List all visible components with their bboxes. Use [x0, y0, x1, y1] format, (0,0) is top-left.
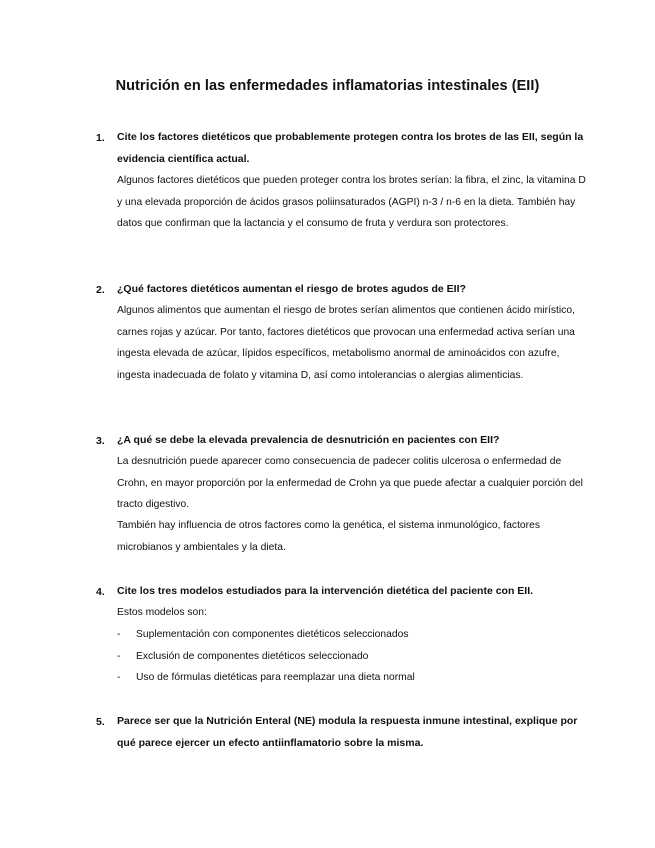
- bullet-marker: -: [117, 651, 121, 662]
- question-3-number: 3.: [96, 435, 105, 447]
- document-title: Nutrición en las enfermedades inflamatorias intestinales (EII): [115, 78, 540, 94]
- answer-3-text-continued: También hay influencia de otros factores como la genética, el sistema inmunológico, factores microbianos y ambientales y la dieta.: [117, 520, 540, 553]
- question-4-text: Cite los tres modelos estudiados para la intervención dietética del paciente con EII.: [117, 585, 534, 597]
- question-1-number: 1.: [96, 132, 105, 144]
- bullet-marker: -: [117, 672, 121, 683]
- bullet-marker: -: [117, 629, 121, 640]
- answer-2-text: Algunos alimentos que aumentan el riesgo de brotes serían alimentos que contienen ácido mirístico, carnes rojas y azúcar. Por tanto, factores dietéticos que provocan una enfermedad activa serían una ingesta elevada de azúcar, lípidos específicos, metabolismo anormal de aminoácidos con azufre, ingesta inadecuada de folato y vitamina D, así como intolerancias o alergias alimenticias.: [117, 305, 575, 381]
- answer-3-text: La desnutrición puede aparecer como consecuencia de padecer colitis ulcerosa o enfermedad de Crohn, en mayor proporción por la enfermedad de Crohn ya que puede afectar a cualquier porción del tracto digestivo.: [117, 456, 583, 511]
- question-3-text: ¿A qué se debe la elevada prevalencia de desnutrición en pacientes con EII?: [117, 434, 500, 446]
- list-item: Exclusión de componentes dietéticos seleccionado: [136, 651, 369, 662]
- list-item: Suplementación con componentes dietéticos seleccionados: [136, 629, 409, 640]
- answer-4-text: Estos modelos son:: [117, 607, 207, 618]
- answer-1-text: Algunos factores dietéticos que pueden proteger contra los brotes serían: la fibra, el zinc, la vitamina D y una elevada proporción de ácidos grasos poliinsaturados (AGPI) n-3 / n-6 en la dieta. También hay datos que confirman que la lactancia y el consumo de fruta y verdura son protectores.: [117, 175, 586, 230]
- question-2-text: ¿Qué factores dietéticos aumentan el riesgo de brotes agudos de EII?: [117, 283, 466, 295]
- question-4-number: 4.: [96, 586, 105, 598]
- question-1-text: Cite los factores dietéticos que probablemente protegen contra los brotes de las EII, según la evidencia científica actual.: [117, 131, 584, 165]
- question-5-text: Parece ser que la Nutrición Enteral (NE) modula la respuesta inmune intestinal, explique por qué parece ejercer un efecto antiinflamatorio sobre la misma.: [117, 715, 578, 749]
- question-5-number: 5.: [96, 716, 105, 728]
- list-item: Uso de fórmulas dietéticas para reemplazar una dieta normal: [136, 672, 415, 683]
- question-2-number: 2.: [96, 284, 105, 296]
